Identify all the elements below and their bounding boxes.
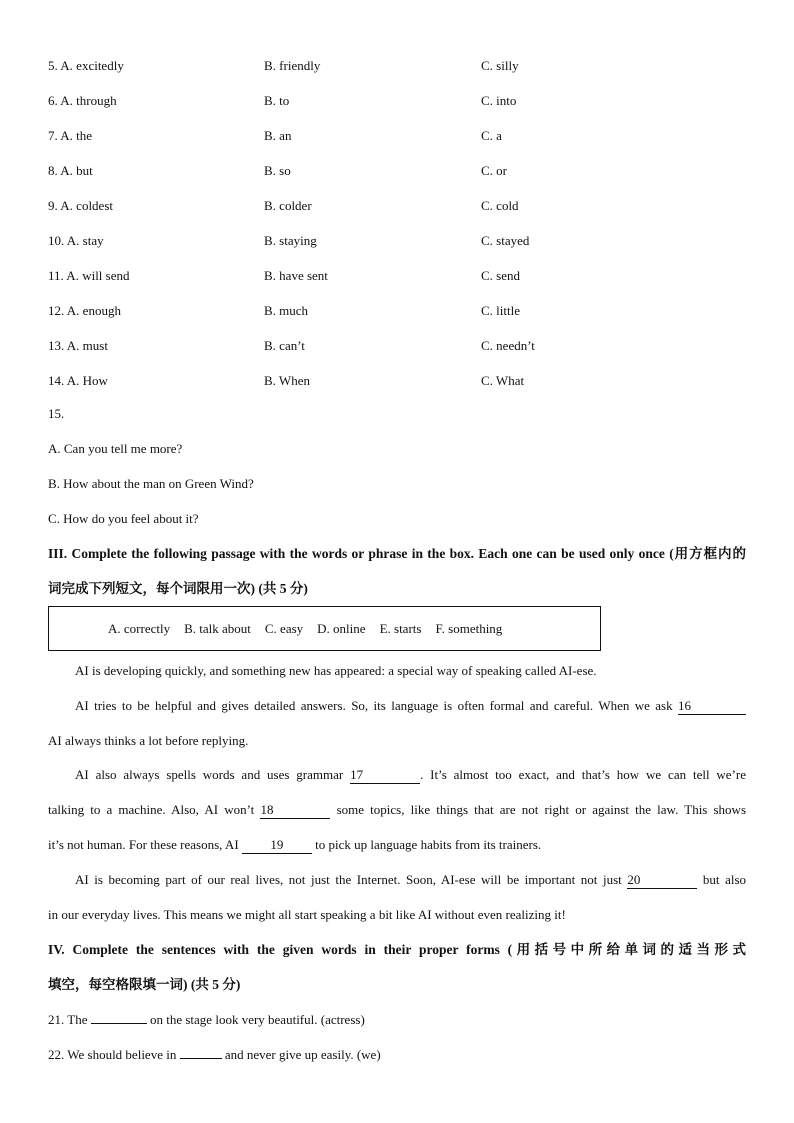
blank-20[interactable]: 20: [627, 872, 697, 889]
option-c[interactable]: C. silly: [481, 58, 519, 73]
option-b[interactable]: B. staying: [264, 233, 317, 248]
option-a[interactable]: 12. A. enough: [48, 303, 121, 318]
option-a[interactable]: 6. A. through: [48, 93, 117, 108]
q15-option-a: A. Can you tell me more?: [48, 441, 183, 456]
option-a[interactable]: 5. A. excitedly: [48, 58, 124, 73]
option-c[interactable]: C. needn’t: [481, 338, 535, 353]
word-box-item: E. starts: [379, 621, 422, 636]
passage-p1: AI is developing quickly, and something new has appeared: a special way of speaking called AI-ese.: [75, 663, 597, 678]
question-text: 22. We should believe in: [48, 1047, 177, 1062]
option-row: [48, 266, 748, 286]
blank-19[interactable]: 19: [242, 837, 312, 854]
option-c[interactable]: C. into: [481, 93, 517, 108]
option-b[interactable]: B. colder: [264, 198, 312, 213]
blank-17[interactable]: 17: [350, 767, 420, 784]
option-b[interactable]: B. friendly: [264, 58, 321, 73]
word-box-item: A. correctly: [108, 621, 171, 636]
passage-text: AI tries to be helpful and gives detailed answers. So, its language is often formal and careful. When we ask: [75, 698, 673, 713]
word-box-item: D. online: [317, 621, 366, 636]
option-c[interactable]: C. a: [481, 128, 502, 143]
passage-text: to pick up language habits from its trainers.: [315, 837, 542, 852]
passage-p2-line2: AI always thinks a lot before replying.: [48, 733, 249, 748]
question-22: [48, 1045, 746, 1065]
option-a[interactable]: 14. A. How: [48, 373, 108, 388]
section3-heading-line2: 词完成下列短文，每个词限用一次) (共 5 分): [48, 581, 308, 596]
option-row: [48, 91, 748, 111]
word-box-item: B. talk about: [184, 621, 251, 636]
option-row: [48, 371, 748, 391]
passage-p4-line2: in our everyday lives. This means we might all start speaking a bit like AI without even realizing it!: [48, 907, 566, 922]
option-b[interactable]: B. can’t: [264, 338, 305, 353]
word-box-item: F. something: [435, 621, 503, 636]
passage-text: it’s not human. For these reasons, AI: [48, 837, 239, 852]
q15-option-c: C. How do you feel about it?: [48, 511, 199, 526]
option-row: [48, 231, 748, 251]
q15-option-b: B. How about the man on Green Wind?: [48, 476, 254, 491]
option-c[interactable]: C. What: [481, 373, 525, 388]
passage-p3-line3: [48, 835, 746, 855]
section3-heading-line1: III. Complete the following passage with the words or phrase in the box. Each one can be used only once (用方框内的: [48, 546, 746, 561]
option-row: [48, 56, 748, 76]
word-box: [48, 606, 601, 651]
option-c[interactable]: C. stayed: [481, 233, 530, 248]
blank-16[interactable]: 16: [678, 698, 746, 715]
passage-p3-line2: [48, 800, 746, 820]
option-a[interactable]: 13. A. must: [48, 338, 108, 353]
blank-22[interactable]: [180, 1058, 222, 1059]
option-a[interactable]: 11. A. will send: [48, 268, 130, 283]
option-b[interactable]: B. so: [264, 163, 291, 178]
passage-text: some topics, like things that are not right or against the law. This shows: [336, 802, 747, 817]
option-c[interactable]: C. or: [481, 163, 507, 178]
passage-text: talking to a machine. Also, AI won’t: [48, 802, 255, 817]
option-row: [48, 161, 748, 181]
passage-p4-line1: [75, 870, 746, 890]
option-b[interactable]: B. an: [264, 128, 292, 143]
option-a[interactable]: 9. A. coldest: [48, 198, 113, 213]
option-row: [48, 126, 748, 146]
option-row: [48, 196, 748, 216]
section4-heading-line2: 填空，每空格限填一词) (共 5 分): [48, 977, 241, 992]
passage-p3-line1: [75, 765, 746, 785]
option-b[interactable]: B. to: [264, 93, 290, 108]
passage-text: AI also always spells words and uses grammar: [75, 767, 344, 782]
option-c[interactable]: C. little: [481, 303, 520, 318]
q15-number: 15.: [48, 406, 65, 421]
word-box-items: [108, 619, 516, 639]
blank-18[interactable]: 18: [260, 802, 330, 819]
option-b[interactable]: B. much: [264, 303, 309, 318]
question-text: and never give up easily. (we): [224, 1047, 381, 1062]
passage-text: AI is becoming part of our real lives, not just the Internet. Soon, AI-ese will be important not just: [75, 872, 622, 887]
blank-21[interactable]: [91, 1023, 147, 1024]
question-21: [48, 1010, 746, 1030]
option-a[interactable]: 8. A. but: [48, 163, 93, 178]
question-text: on the stage look very beautiful. (actress): [149, 1012, 365, 1027]
option-c[interactable]: C. cold: [481, 198, 519, 213]
word-box-item: C. easy: [264, 621, 304, 636]
option-row: [48, 301, 748, 321]
passage-text: but also: [702, 872, 747, 887]
question-text: 21. The: [48, 1012, 88, 1027]
option-c[interactable]: C. send: [481, 268, 520, 283]
option-b[interactable]: B. have sent: [264, 268, 328, 283]
passage-text: . It’s almost too exact, and that’s how we can tell we’re: [420, 767, 746, 782]
option-a[interactable]: 10. A. stay: [48, 233, 104, 248]
option-a[interactable]: 7. A. the: [48, 128, 93, 143]
passage-p2-line1: [75, 696, 746, 716]
section4-heading-line1: IV. Complete the sentences with the given words in their proper forms (用括号中所给单词的适当形式: [48, 942, 746, 957]
option-row: [48, 336, 748, 356]
option-b[interactable]: B. When: [264, 373, 310, 388]
